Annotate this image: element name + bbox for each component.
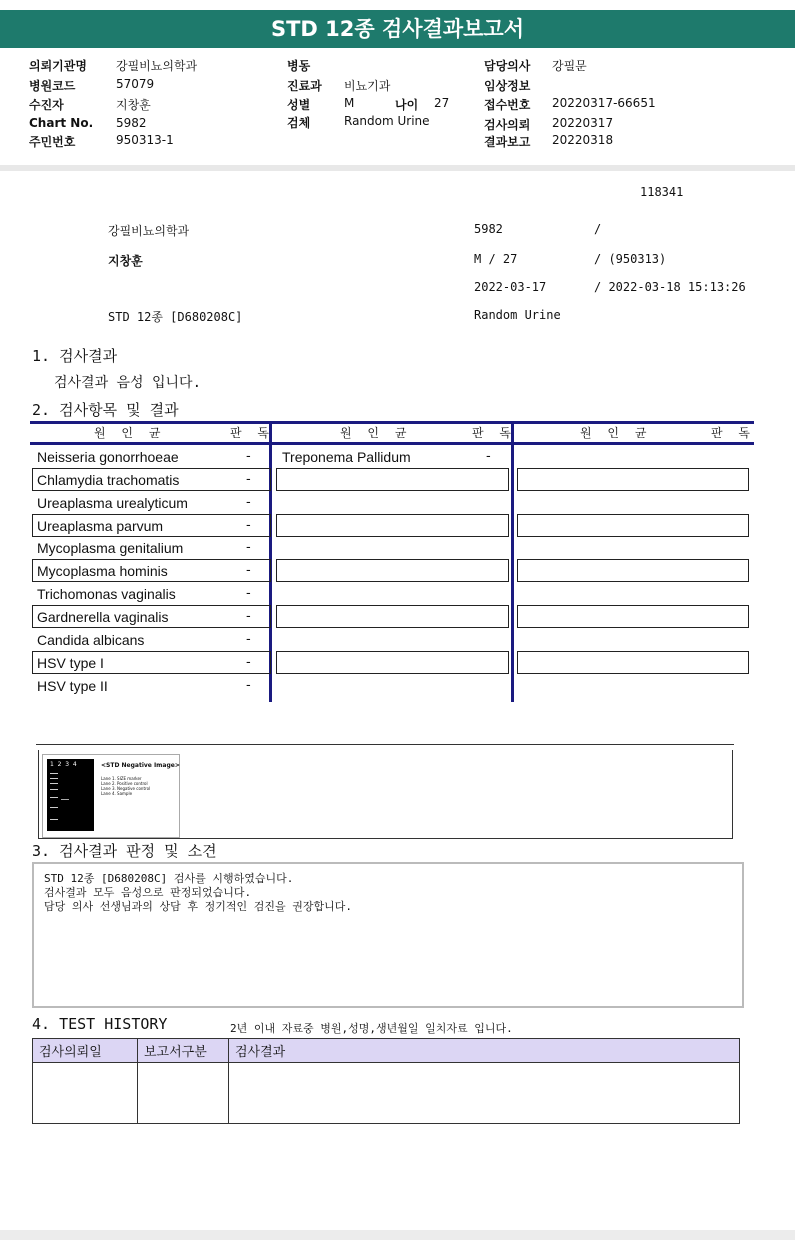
report-label: 결과보고: [484, 135, 531, 149]
pathogen-result: -: [246, 563, 251, 578]
pathogen-result: -: [246, 472, 251, 487]
row-box: [517, 605, 749, 628]
gel-band: [61, 799, 69, 800]
col2-pathogen-header: 원 인 균: [340, 426, 413, 440]
col3-pathogen-header: 원 인 균: [580, 426, 653, 440]
pathogen-result: -: [246, 586, 251, 601]
specimen-label: 검체: [287, 116, 311, 130]
gel-legend-item: Lane 2. Positive control: [101, 781, 148, 786]
comment-box: [32, 862, 744, 1008]
row-box: [276, 605, 509, 628]
pathogen-result: -: [246, 540, 251, 555]
ward-label: 병동: [287, 59, 311, 73]
history-table: [32, 1038, 740, 1124]
report-value: 20220318: [552, 133, 614, 147]
report-title: STD 12종 검사결과보고서: [0, 10, 795, 48]
col1-judgment-header: 판 독: [230, 426, 275, 440]
age-label: 나이: [395, 98, 419, 112]
pathogen-name: HSV type II: [37, 678, 108, 694]
hospital-code-value: 57079: [116, 77, 155, 91]
hospital-code-label: 병원코드: [29, 79, 76, 93]
gel-band: [50, 797, 58, 798]
pathogen-name: Gardnerella vaginalis: [37, 609, 169, 625]
doctor-label: 담당의사: [484, 59, 531, 73]
gel-band: [50, 819, 58, 820]
dept-value: 비뇨기과: [344, 79, 391, 93]
pathogen-name: Treponema Pallidum: [282, 449, 411, 465]
info-sex-age: M / 27: [474, 252, 518, 266]
history-cell: [33, 1063, 138, 1124]
pathogen-name: Chlamydia trachomatis: [37, 472, 180, 488]
pathogen-name: Mycoplasma genitalium: [37, 540, 184, 556]
section4-title: 4. TEST HISTORY: [32, 1015, 168, 1033]
resident-no-value: 950313-1: [116, 133, 174, 147]
col3-judgment-header: 판 독: [711, 426, 756, 440]
section1-text: 검사결과 음성 입니다.: [54, 375, 202, 391]
info-date1: 2022-03-17: [474, 280, 547, 294]
info-date2: / 2022-03-18 15:13:26: [594, 280, 746, 294]
row-box: [517, 514, 749, 537]
history-header-report-type: 보고서구분: [138, 1039, 229, 1063]
gel-lanes-panel: [47, 759, 94, 831]
row-box: [276, 559, 509, 582]
section2-title: 2. 검사항목 및 결과: [32, 401, 179, 419]
pathogen-name: HSV type I: [37, 655, 104, 671]
info-patient: 지창훈: [108, 254, 143, 268]
gel-band: [50, 783, 58, 784]
patient-label: 수진자: [29, 98, 64, 112]
info-birth: / (950313): [594, 252, 667, 266]
section1-title: 1. 검사결과: [32, 347, 118, 365]
header-separator: [0, 165, 795, 171]
gel-legend-item: Lane 4. Sample: [101, 791, 133, 796]
pathogen-name: Ureaplasma parvum: [37, 518, 164, 534]
row-box: [517, 468, 749, 491]
history-cell: [229, 1063, 740, 1124]
institution-label: 의뢰기관명: [29, 59, 87, 73]
pathogen-result: -: [246, 655, 251, 670]
gel-title: <STD Negative Image>: [101, 762, 180, 769]
info-test: STD 12종 [D680208C]: [108, 310, 243, 324]
pathogen-name: Ureaplasma urealyticum: [37, 495, 188, 511]
request-label: 검사의뢰: [484, 118, 531, 132]
info-institution: 강필비뇨의학과: [108, 224, 190, 238]
resident-no-label: 주민번호: [29, 135, 76, 149]
result-table-header-border: [30, 442, 754, 445]
gel-top-line: [36, 744, 734, 745]
history-cell: [138, 1063, 229, 1124]
table-row: [33, 1063, 740, 1124]
info-chart: 5982: [474, 222, 503, 236]
chart-no-value: 5982: [116, 116, 147, 130]
gel-lane-numbers: 1 2 3 4: [50, 761, 77, 768]
gel-legend-item: Lane 1. SIZE marker: [101, 776, 142, 781]
doctor-value: 강필문: [552, 59, 587, 73]
age-value: 27: [434, 96, 450, 110]
comment-line: STD 12종 [D680208C] 검사를 시행하였습니다.: [44, 872, 294, 885]
gel-band: [50, 773, 58, 774]
pathogen-name: Trichomonas vaginalis: [37, 586, 176, 602]
row-box: [517, 559, 749, 582]
id-number: 118341: [640, 185, 684, 199]
receipt-value: 20220317-66651: [552, 96, 656, 110]
result-table-divider-2: [511, 421, 514, 702]
dept-label: 진료과: [287, 79, 322, 93]
comment-line: 검사결과 모두 음성으로 판정되었습니다.: [44, 886, 252, 899]
pathogen-result: -: [246, 449, 251, 464]
info-slash: /: [594, 222, 602, 236]
gel-band: [50, 778, 58, 779]
pathogen-result: -: [246, 518, 251, 533]
col1-pathogen-header: 원 인 균: [94, 426, 167, 440]
pathogen-name: Mycoplasma hominis: [37, 563, 168, 579]
gel-band: [50, 807, 58, 808]
row-box: [517, 651, 749, 674]
gel-band: [50, 789, 58, 790]
section3-title: 3. 검사결과 판정 및 소견: [32, 842, 217, 860]
pathogen-result: -: [246, 609, 251, 624]
request-value: 20220317: [552, 116, 614, 130]
section4-note: 2년 이내 자료중 병원,성명,생년월일 일치자료 입니다.: [230, 1022, 513, 1035]
row-box: [276, 651, 509, 674]
history-header-result: 검사결과: [229, 1039, 740, 1063]
institution-value: 강필비뇨의학과: [116, 59, 198, 73]
pathogen-name: Candida albicans: [37, 632, 145, 648]
gel-image: [42, 754, 180, 838]
sex-label: 성별: [287, 98, 311, 112]
pathogen-result: -: [246, 678, 251, 693]
col2-judgment-header: 판 독: [472, 426, 517, 440]
info-specimen: Random Urine: [474, 308, 561, 322]
chart-no-label: Chart No.: [29, 116, 94, 130]
history-header-request-date: 검사의뢰일: [33, 1039, 138, 1063]
gel-legend-item: Lane 3. Negative control: [101, 786, 151, 791]
pathogen-result: -: [246, 495, 251, 510]
sex-value: M: [344, 96, 355, 110]
clinical-label: 임상정보: [484, 79, 531, 93]
pathogen-result: -: [486, 449, 491, 464]
comment-line: 담당 의사 선생님과의 상담 후 정기적인 검진을 권장합니다.: [44, 900, 353, 913]
receipt-label: 접수번호: [484, 98, 531, 112]
row-box: [276, 514, 509, 537]
specimen-value: Random Urine: [344, 114, 430, 128]
pathogen-result: -: [246, 632, 251, 647]
row-box: [276, 468, 509, 491]
pathogen-name: Neisseria gonorrhoeae: [37, 449, 179, 465]
patient-value: 지창훈: [116, 98, 151, 112]
